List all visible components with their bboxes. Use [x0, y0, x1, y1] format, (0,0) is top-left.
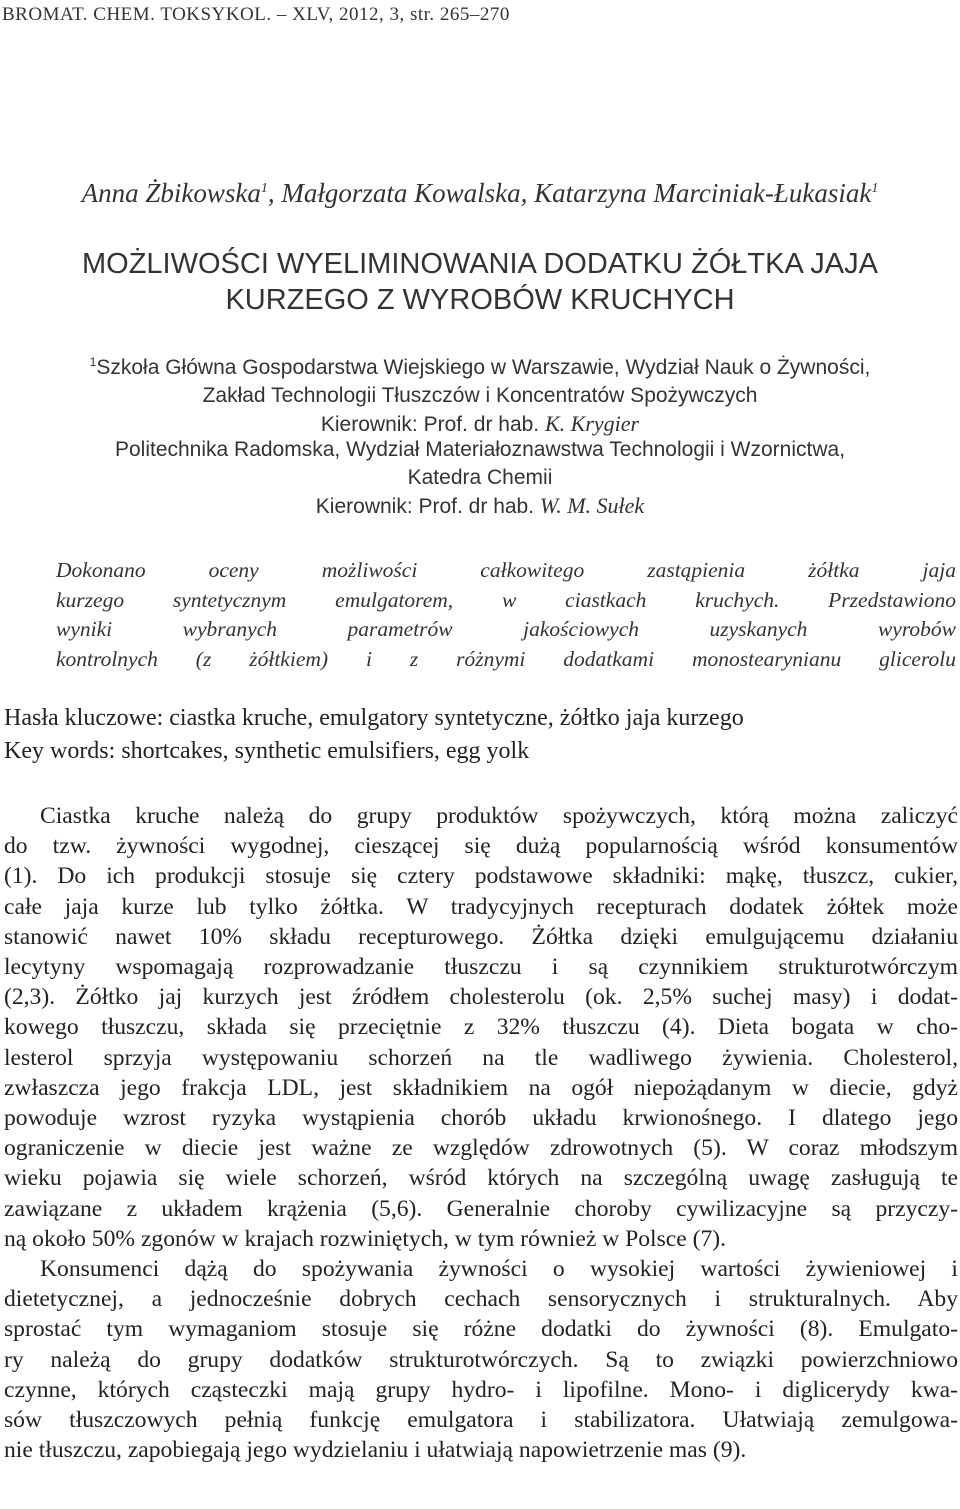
author-3-affiliation-mark: 1 — [871, 181, 879, 196]
author-list — [0, 178, 960, 209]
affiliation-2-head — [0, 492, 960, 521]
body-line: Ciastka kruche należą do grupy produktów spożywczych, którą można zaliczyć — [40, 803, 958, 829]
paper-title — [0, 246, 960, 318]
affiliation-2-head-name: W. M. Sułek — [539, 493, 645, 518]
body-line: Konsumenci dążą do spożywania żywności o wysokiej wartości żywieniowej i — [40, 1256, 958, 1283]
body-line: dietetycznej, a jednocześnie dobrych cechach sensorycznych i strukturalnych. Aby — [4, 1286, 958, 1313]
affiliation-1-mark: 1 — [89, 355, 97, 369]
affiliation-2-head-prefix: Kierownik: Prof. dr hab. — [315, 495, 540, 518]
affiliation-2-line-2: Katedra Chemii — [407, 466, 553, 489]
body-line: zwłaszcza jego frakcja LDL, jest składnikiem na ogół niepożądanym w diecie, gdyż — [4, 1074, 958, 1101]
body-line: zawiązane z układem krążenia (5,6). Generalnie choroby cywilizacyjne są przyczy- — [4, 1195, 958, 1222]
body-line: ną około 50% zgonów w krajach rozwiniętych, w tym również w Polsce (7). — [4, 1225, 727, 1252]
body-line: wieku pojawia się wiele schorzeń, wśród których na szczególną uwagę zasługują te — [4, 1165, 958, 1192]
affiliation-1-head-name: K. Krygier — [544, 411, 640, 436]
abstract-line: kurzego syntetycznym emulgatorem, w ciastkach kruchych. Przedstawiono — [56, 587, 956, 612]
body-line: sprostać tym wymaganiom stosuje się różne dodatki do żywności (8). Emulgato- — [4, 1316, 958, 1343]
body-line: do tzw. żywności wygodnej, cieszącej się dużą popularnością wśród konsumentów — [4, 833, 958, 860]
journal-reference: BROMAT. CHEM. TOKSYKOL. – XLV, 2012, 3, str. 265–270 — [2, 4, 510, 25]
body-line: ograniczenie w diecie jest ważne ze względów zdrowotnych (5). W coraz młodszym — [4, 1135, 958, 1162]
affiliation-1-line-1 — [0, 348, 960, 382]
keywords-pl: Hasła kluczowe: ciastka kruche, emulgatory syntetyczne, żółtko jaja kurzego — [4, 705, 744, 731]
author-1-affiliation-mark: 1 — [260, 181, 268, 196]
body-line: (1). Do ich produkcji stosuje się cztery podstawowe składniki: mąkę, tłuszcz, cukier, — [4, 863, 958, 890]
body-line: czynne, których cząsteczki mają grupy hydro- i lipofilne. Mono- i diglicerydy kwa- — [4, 1376, 958, 1403]
body-line: całe jaja kurze lub tylko żółtka. W tradycyjnych recepturach dodatek żółtek może — [4, 893, 958, 920]
keywords-en: Key words: shortcakes, synthetic emulsifiers, egg yolk — [4, 738, 530, 764]
abstract-line: Dokonano oceny możliwości całkowitego zastąpienia żółtka jaja — [56, 558, 956, 582]
body-line: kowego tłuszczu, składa się przeciętnie z 32% tłuszczu (4). Dieta bogata w cho- — [4, 1014, 958, 1041]
affiliation-1-head-prefix: Kierownik: Prof. dr hab. — [320, 413, 545, 436]
body-line: lecytyny wspomagają rozprowadzanie tłuszczu i są czynnikiem strukturotwórczym — [4, 954, 958, 981]
abstract-line: kontrolnych (z żółtkiem) i z różnymi dodatkami monostearynianu glicerolu — [56, 646, 956, 671]
affiliation-1 — [0, 348, 960, 439]
title-line-2: KURZEGO Z WYROBÓW KRUCHYCH — [225, 284, 735, 316]
affiliation-1-text: Szkoła Główna Gospodarstwa Wiejskiego w Warszawie, Wydział Nauk o Żywności, — [96, 356, 871, 379]
author-1: Anna Żbikowska — [81, 178, 261, 208]
body-line: ry należą do grupy dodatków strukturotwórczych. Są to związki powierzchniowo — [4, 1346, 958, 1373]
body-line: powoduje wzrost ryzyka wystąpienia chorób układu krwionośnego. I dlatego jego — [4, 1105, 958, 1132]
body-line: stanowić nawet 10% składu recepturowego. Żółtka dzięki emulgującemu działaniu — [4, 923, 958, 950]
affiliation-2 — [0, 436, 960, 521]
affiliation-1-line-2: Zakład Technologii Tłuszczów i Koncentratów Spożywczych — [202, 384, 758, 407]
authors-rest: , Małgorzata Kowalska, Katarzyna Marciniak-Łukasiak — [267, 178, 872, 208]
body-line: sów tłuszczowych pełnią funkcję emulgatora i stabilizatora. Ułatwiają zemulgowa- — [4, 1407, 958, 1434]
body-line: nie tłuszczu, zapobiegają jego wydzielaniu i ułatwiają napowietrzenie mas (9). — [4, 1437, 747, 1464]
body-text — [4, 801, 958, 1465]
affiliation-1-head — [0, 410, 960, 439]
title-line-1: MOŻLIWOŚCI WYELIMINOWANIA DODATKU ŻÓŁTKA JAJA — [82, 248, 878, 280]
affiliation-2-line-1: Politechnika Radomska, Wydział Materiałoznawstwa Technologii i Wzornictwa, — [114, 438, 846, 461]
body-line: lesterol sprzyja występowaniu schorzeń na tle wadliwego żywienia. Cholesterol, — [4, 1044, 958, 1071]
abstract — [56, 556, 956, 674]
abstract-line: wyniki wybranych parametrów jakościowych uzyskanych wyrobów — [56, 617, 956, 641]
body-line: (2,3). Żółtko jaj kurzych jest źródłem cholesterolu (ok. 2,5% suchej masy) i dodat- — [4, 984, 958, 1011]
